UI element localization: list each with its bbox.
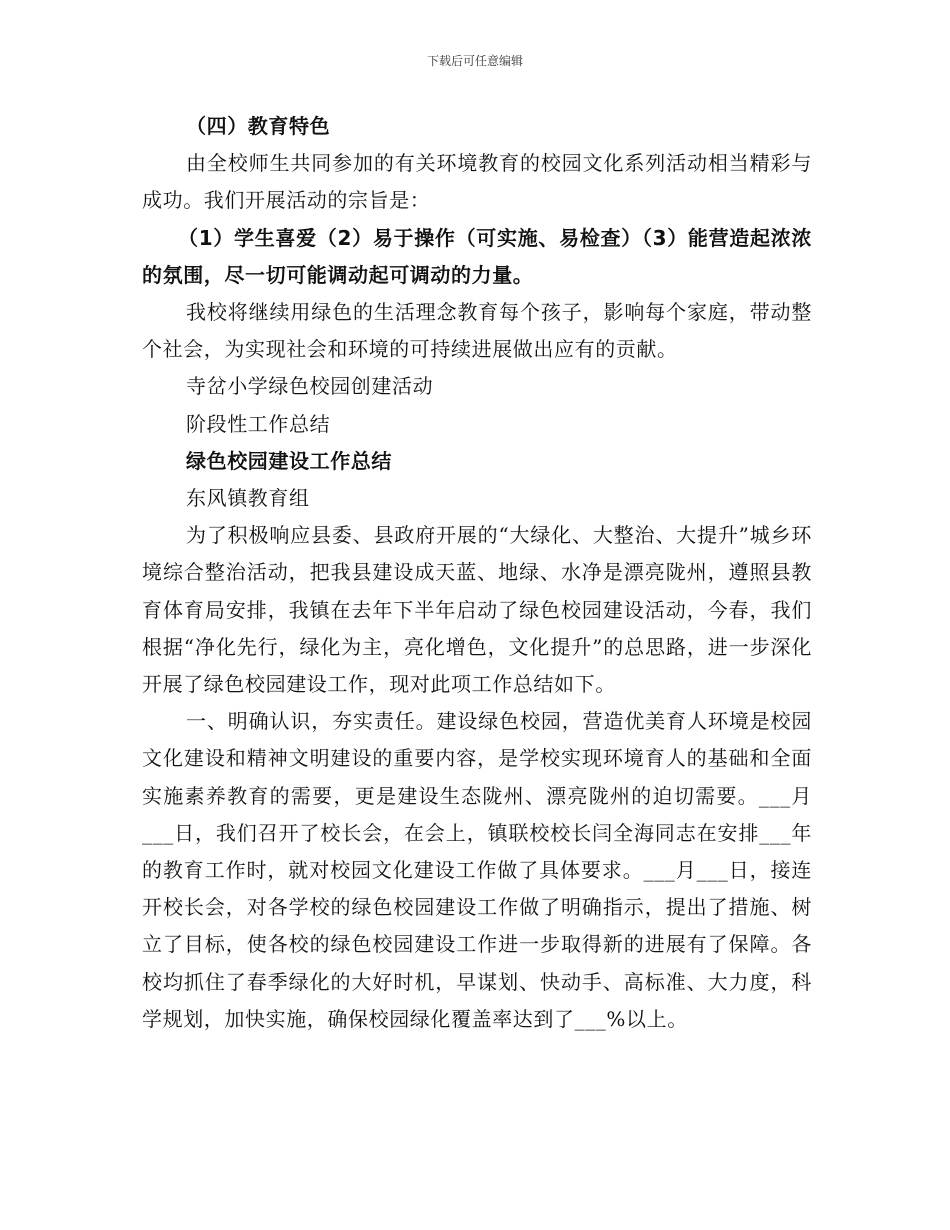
page-header-note: 下载后可任意编辑 xyxy=(426,54,523,68)
organization-name: 东风镇教育组 xyxy=(186,486,310,511)
paragraph-intro: 为了积极响应县委、县政府开展的“大绿化、大整治、大提升”城乡环境综合整治活动，把我县建设成天蓝、地绿、水净是漂亮陇州，遵照县教育体育局安排，我镇在去年下半年启动了绿色校园建设活动，今春，我们根据“净化先行，绿化为主，亮化增色，文化提升”的总思路，进一步深化开展了绿色校园建设工作，现对此项工作总结如下。 xyxy=(142,523,812,697)
summary-title: 绿色校园建设工作总结 xyxy=(186,448,392,473)
section-heading: （四）教育特色 xyxy=(186,114,331,138)
line-stage-summary: 阶段性工作总结 xyxy=(186,411,331,436)
paragraph-purpose-list: （1）学生喜爱（2）易于操作（可实施、易检查）（3）能营造起浓浓的氛围，尽一切可能调动起可调动的力量。 xyxy=(142,225,812,287)
paragraph-green-ideas: 我校将继续用绿色的生活理念教育每个孩子，影响每个家庭，带动整个社会，为实现社会和环境的可持续进展做出应有的贡献。 xyxy=(142,300,812,362)
line-school-activity: 寺岔小学绿色校园创建活动 xyxy=(186,374,434,399)
paragraph-activities: 由全校师生共同参加的有关环境教育的校园文化系列活动相当精彩与成功。我们开展活动的宗旨是： xyxy=(142,151,812,213)
paragraph-section-one: 一、明确认识，夯实责任。建设绿色校园，营造优美育人环境是校园文化建设和精神文明建设的重要内容，是学校实现环境育人的基础和全面实施素养教育的需要，更是建设生态陇州、漂亮陇州的迫切需要。___月___日，我们召开了校长会，在会上，镇联校校长闫全海同志在安排___年的教育工作时，就对校园文化建设工作做了具体要求。___月___日，接连开校长会，对各学校的绿色校园建设工作做了明确指示，提出了措施、树立了目标，使各校的绿色校园建设工作进一步取得新的进展有了保障。各校均抓住了春季绿化的大好时机，早谋划、快动手、高标准、大力度，科学规划，加快实施，确保校园绿化覆盖率达到了___%以上。 xyxy=(142,709,812,1031)
document-body xyxy=(142,108,812,1038)
